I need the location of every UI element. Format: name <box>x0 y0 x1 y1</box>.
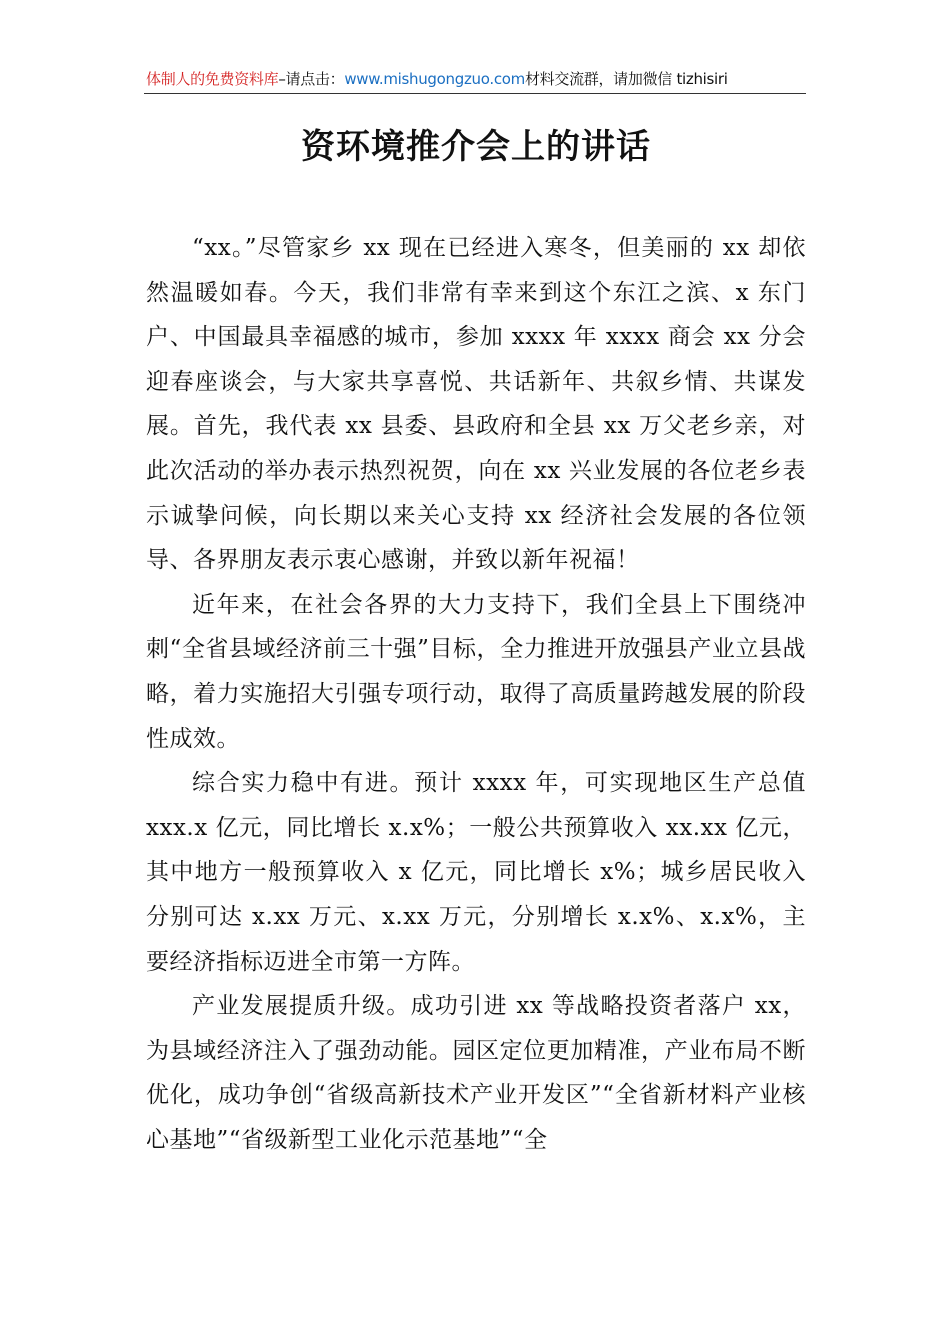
document-title: 资环境推介会上的讲话 <box>301 127 651 167</box>
header-divider <box>144 93 806 94</box>
header-site-name: 体制人的免费资料库 <box>146 70 279 88</box>
paragraph-2: 近年来，在社会各界的大力支持下，我们全县上下围绕冲刺“全省县域经济前三十强”目标，全力推进开放强县产业立县战略，着力实施招大引强专项行动，取得了高质量跨越发展的阶段性成效。 <box>146 591 806 752</box>
header-contact: 材料交流群，请加微信 tizhisiri <box>524 70 728 88</box>
document-body <box>146 226 806 1162</box>
paragraph-3: 综合实力稳中有进。预计 xxxx 年，可实现地区生产总值 xxx.x 亿元，同比增长 x.x%；一般公共预算收入 xx.xx 亿元，其中地方一般预算收入 x 亿元，同比增长 x%；城乡居民收入分别可达 x.xx 万元、x.xx 万元，分别增长 x.x%、x.x%，主要经济指标迈进全市第一方阵。 <box>146 770 806 975</box>
paragraph-4: 产业发展提质升级。成功引进 xx 等战略投资者落户 xx，为县域经济注入了强劲动能。园区定位更加精准，产业布局不断优化，成功争创“省级高新技术产业开发区”“全省新材料产业核心基地”“省级新型工业化示范基地”“全 <box>146 993 806 1153</box>
page-header <box>146 68 806 94</box>
paragraph-1: “xx。”尽管家乡 xx 现在已经进入寒冬，但美丽的 xx 却依然温暖如春。今天，我们非常有幸来到这个东江之滨、x 东门户、中国最具幸福感的城市，参加 xxxx 年 xxxx 商会 xx 分会迎春座谈会，与大家共享喜悦、共话新年、共叙乡情、共谋发展。首先，我代表 xx 县委、县政府和全县 xx 万父老乡亲，对此次活动的举办表示热烈祝贺，向在 xx 兴业发展的各位老乡表示诚挚问候，向长期以来关心支持 xx 经济社会发展的各位领导、各界朋友表示衷心感谢，并致以新年祝福！ <box>146 235 806 574</box>
header-url-link[interactable]: www.mishugongzuo.com <box>344 70 525 88</box>
header-prompt: –请点击： <box>278 70 345 88</box>
